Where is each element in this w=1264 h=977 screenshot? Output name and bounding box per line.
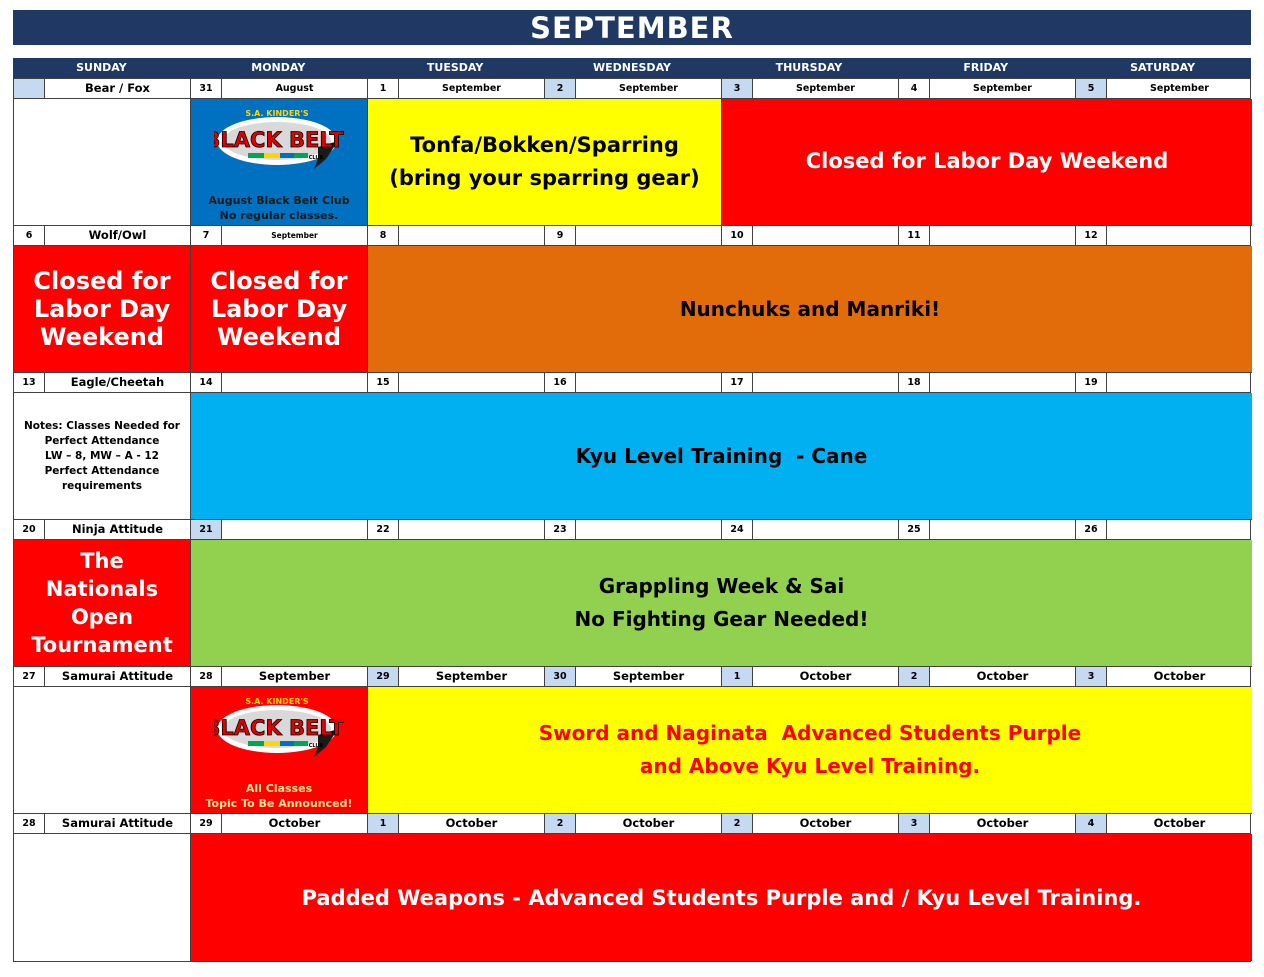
date-label: September bbox=[612, 669, 685, 683]
date-label bbox=[1107, 373, 1252, 392]
date-number: 30 bbox=[545, 667, 576, 686]
date-label: September bbox=[796, 83, 855, 94]
event-line: Weekend bbox=[39, 323, 165, 351]
date-label bbox=[930, 373, 1075, 392]
event-line: Labor Day bbox=[33, 295, 171, 323]
event-line: and Above Kyu Level Training. bbox=[639, 754, 981, 778]
club-caption-line: All Classes bbox=[245, 782, 313, 795]
date-cell bbox=[14, 226, 191, 245]
calendar-grid bbox=[13, 78, 1251, 962]
date-number: 29 bbox=[191, 814, 222, 833]
date-cell bbox=[368, 226, 545, 245]
date-number bbox=[14, 79, 45, 98]
date-cell bbox=[545, 373, 722, 392]
note-line: requirements bbox=[62, 479, 142, 492]
club-caption-line: Topic To Be Announced! bbox=[205, 797, 353, 810]
date-label: October bbox=[1153, 816, 1206, 830]
date-cell bbox=[899, 226, 1076, 245]
date-cell bbox=[14, 814, 191, 833]
date-label bbox=[399, 373, 544, 392]
week2-monday-closed bbox=[191, 246, 368, 373]
week4-date-row bbox=[14, 520, 1250, 540]
date-cell bbox=[1076, 814, 1252, 833]
date-number: 3 bbox=[1076, 667, 1107, 686]
date-cell bbox=[899, 667, 1076, 686]
note-line: LW – 8, MW – A - 12 bbox=[45, 449, 159, 462]
event-line: Padded Weapons - Advanced Students Purple and / Kyu Level Training. bbox=[301, 885, 1142, 910]
date-cell bbox=[191, 373, 368, 392]
event-line: Closed for bbox=[210, 267, 348, 295]
event-line: Tournament bbox=[31, 633, 173, 657]
event-line: No Fighting Gear Needed! bbox=[574, 607, 869, 631]
club-caption-line: No regular classes. bbox=[219, 209, 339, 222]
note-line: Notes: Classes Needed for bbox=[24, 419, 180, 432]
week2-date-row bbox=[14, 226, 1250, 246]
date-number: 8 bbox=[368, 226, 399, 245]
day-header-thursday: THURSDAY bbox=[775, 61, 843, 74]
date-label bbox=[576, 520, 721, 539]
date-cell bbox=[14, 520, 191, 539]
club-caption-line: August Black Belt Club bbox=[208, 194, 350, 207]
date-cell bbox=[722, 814, 899, 833]
date-cell bbox=[1076, 667, 1252, 686]
week6-event bbox=[191, 834, 1252, 961]
date-cell bbox=[545, 814, 722, 833]
date-cell bbox=[191, 79, 368, 98]
date-number: 9 bbox=[545, 226, 576, 245]
date-cell bbox=[722, 373, 899, 392]
date-number: 29 bbox=[368, 667, 399, 686]
date-label bbox=[1107, 520, 1252, 539]
note-line: Perfect Attendance bbox=[44, 434, 160, 447]
logo-main-text: BLACK BELT bbox=[214, 128, 344, 152]
day-header-sunday: SUNDAY bbox=[76, 61, 127, 74]
week1-date-row bbox=[14, 79, 1250, 99]
date-cell bbox=[545, 520, 722, 539]
date-cell bbox=[14, 79, 191, 98]
date-number: 4 bbox=[1076, 814, 1107, 833]
week5-black-belt-club bbox=[191, 687, 368, 814]
date-number: 14 bbox=[191, 373, 222, 392]
date-number: 19 bbox=[1076, 373, 1107, 392]
date-number: 31 bbox=[191, 79, 222, 98]
event-line: Nationals bbox=[45, 577, 159, 601]
week2-event bbox=[368, 246, 1252, 373]
date-number: 22 bbox=[368, 520, 399, 539]
date-number: 6 bbox=[14, 226, 45, 245]
black-belt-club-logo bbox=[214, 691, 344, 763]
date-label bbox=[222, 373, 367, 392]
date-number: 27 bbox=[14, 667, 45, 686]
date-number: 2 bbox=[899, 667, 930, 686]
day-header-wednesday: WEDNESDAY bbox=[593, 61, 671, 74]
date-label: October bbox=[976, 816, 1029, 830]
logo-top-text: S.A. KINDER'S bbox=[245, 697, 309, 706]
logo-sub-text: CLUB bbox=[308, 155, 324, 161]
date-label bbox=[399, 520, 544, 539]
date-label bbox=[576, 373, 721, 392]
date-label bbox=[1107, 226, 1252, 245]
date-cell bbox=[722, 226, 899, 245]
date-cell bbox=[899, 79, 1076, 98]
date-number: 2 bbox=[545, 79, 576, 98]
date-cell bbox=[899, 520, 1076, 539]
date-label bbox=[753, 226, 898, 245]
date-number: 5 bbox=[1076, 79, 1107, 98]
week1-black-belt-club bbox=[191, 99, 368, 226]
week1-sunday-empty bbox=[14, 99, 191, 226]
date-cell bbox=[368, 667, 545, 686]
calendar-title: SEPTEMBER bbox=[13, 10, 1251, 45]
date-cell bbox=[191, 667, 368, 686]
date-label bbox=[753, 520, 898, 539]
date-label: September bbox=[973, 83, 1032, 94]
date-label: Eagle/Cheetah bbox=[70, 375, 165, 389]
date-number: 21 bbox=[191, 520, 222, 539]
week3-notes bbox=[14, 393, 191, 520]
logo-main-text: BLACK BELT bbox=[214, 716, 344, 740]
event-line: The bbox=[80, 549, 124, 573]
date-number: 7 bbox=[191, 226, 222, 245]
day-header-friday: FRIDAY bbox=[963, 61, 1009, 74]
date-cell bbox=[545, 79, 722, 98]
date-label bbox=[930, 226, 1075, 245]
event-line: Nunchuks and Manriki! bbox=[679, 296, 941, 321]
date-label: October bbox=[445, 816, 498, 830]
date-number: 28 bbox=[14, 814, 45, 833]
week4-event bbox=[191, 540, 1252, 667]
date-number: 1 bbox=[368, 814, 399, 833]
date-number: 13 bbox=[14, 373, 45, 392]
week3-date-row bbox=[14, 373, 1250, 393]
week5-event bbox=[368, 687, 1252, 814]
week1-tuesday-event bbox=[368, 99, 722, 226]
event-line: Weekend bbox=[216, 323, 342, 351]
date-number: 2 bbox=[722, 814, 753, 833]
date-cell bbox=[14, 373, 191, 392]
date-label: Ninja Attitude bbox=[71, 522, 163, 536]
date-cell bbox=[545, 226, 722, 245]
week5-sunday-empty bbox=[14, 687, 191, 814]
event-line: (bring your sparring gear) bbox=[389, 166, 700, 190]
date-label: October bbox=[799, 816, 852, 830]
event-line: Labor Day bbox=[210, 295, 348, 323]
date-number: 3 bbox=[899, 814, 930, 833]
event-line: Grappling Week & Sai bbox=[598, 574, 845, 598]
date-number: 24 bbox=[722, 520, 753, 539]
date-cell bbox=[368, 814, 545, 833]
date-label bbox=[576, 226, 721, 245]
date-label: October bbox=[799, 669, 852, 683]
date-cell bbox=[191, 226, 368, 245]
date-label: Samurai Attitude bbox=[61, 669, 174, 683]
date-label: September bbox=[442, 83, 501, 94]
date-label bbox=[930, 520, 1075, 539]
date-cell bbox=[1076, 520, 1252, 539]
date-number: 4 bbox=[899, 79, 930, 98]
date-label: October bbox=[976, 669, 1029, 683]
date-number: 17 bbox=[722, 373, 753, 392]
date-number: 18 bbox=[899, 373, 930, 392]
date-label: October bbox=[1153, 669, 1206, 683]
week4-sunday-tournament bbox=[14, 540, 191, 667]
date-cell bbox=[1076, 226, 1252, 245]
date-number: 3 bbox=[722, 79, 753, 98]
date-number: 1 bbox=[368, 79, 399, 98]
event-line: Sword and Naginata Advanced Students Purple bbox=[538, 721, 1082, 745]
event-line: Closed for Labor Day Weekend bbox=[805, 148, 1169, 173]
date-number: 23 bbox=[545, 520, 576, 539]
date-cell bbox=[368, 520, 545, 539]
black-belt-club-logo bbox=[214, 103, 344, 175]
date-number: 16 bbox=[545, 373, 576, 392]
date-label bbox=[222, 520, 367, 539]
date-cell bbox=[368, 373, 545, 392]
date-cell bbox=[899, 814, 1076, 833]
date-label: October bbox=[268, 816, 321, 830]
event-line: Kyu Level Training - Cane bbox=[575, 443, 868, 468]
date-label: September bbox=[1150, 83, 1209, 94]
date-cell bbox=[722, 667, 899, 686]
week6-date-row bbox=[14, 814, 1250, 834]
date-number: 1 bbox=[722, 667, 753, 686]
week2-sunday-closed bbox=[14, 246, 191, 373]
date-cell bbox=[1076, 79, 1252, 98]
date-number: 12 bbox=[1076, 226, 1107, 245]
day-header-saturday: SATURDAY bbox=[1130, 61, 1196, 74]
date-number: 2 bbox=[545, 814, 576, 833]
date-cell bbox=[722, 520, 899, 539]
week6-sunday-empty bbox=[14, 834, 191, 961]
date-label bbox=[399, 226, 544, 245]
date-cell bbox=[1076, 373, 1252, 392]
week5-date-row bbox=[14, 667, 1250, 687]
date-label: Wolf/Owl bbox=[88, 228, 147, 242]
date-number: 20 bbox=[14, 520, 45, 539]
date-label: October bbox=[622, 816, 675, 830]
date-number: 25 bbox=[899, 520, 930, 539]
date-number: 15 bbox=[368, 373, 399, 392]
date-cell bbox=[545, 667, 722, 686]
day-header-row bbox=[13, 58, 1251, 78]
date-label: September bbox=[435, 669, 508, 683]
date-label bbox=[753, 373, 898, 392]
date-label: August bbox=[275, 83, 314, 94]
date-cell bbox=[368, 79, 545, 98]
date-cell bbox=[191, 520, 368, 539]
event-line: Closed for bbox=[33, 267, 171, 295]
week3-event bbox=[191, 393, 1252, 520]
date-number: 26 bbox=[1076, 520, 1107, 539]
date-number: 10 bbox=[722, 226, 753, 245]
logo-top-text: S.A. KINDER'S bbox=[245, 109, 309, 118]
note-line: Perfect Attendance bbox=[44, 464, 160, 477]
logo-sub-text: CLUB bbox=[308, 743, 324, 749]
event-line: Tonfa/Bokken/Sparring bbox=[410, 133, 679, 157]
date-label: September bbox=[258, 669, 331, 683]
date-label: Bear / Fox bbox=[85, 81, 150, 95]
date-cell bbox=[722, 79, 899, 98]
day-header-monday: MONDAY bbox=[251, 61, 306, 74]
day-header-tuesday: TUESDAY bbox=[426, 61, 484, 74]
date-cell bbox=[899, 373, 1076, 392]
date-label: Samurai Attitude bbox=[61, 816, 174, 830]
week1-closed-event bbox=[722, 99, 1252, 226]
date-number: 28 bbox=[191, 667, 222, 686]
date-label: September bbox=[619, 83, 678, 94]
date-cell bbox=[14, 667, 191, 686]
date-cell bbox=[191, 814, 368, 833]
date-number: 11 bbox=[899, 226, 930, 245]
event-line: Open bbox=[70, 605, 134, 629]
date-label: September bbox=[271, 231, 318, 240]
